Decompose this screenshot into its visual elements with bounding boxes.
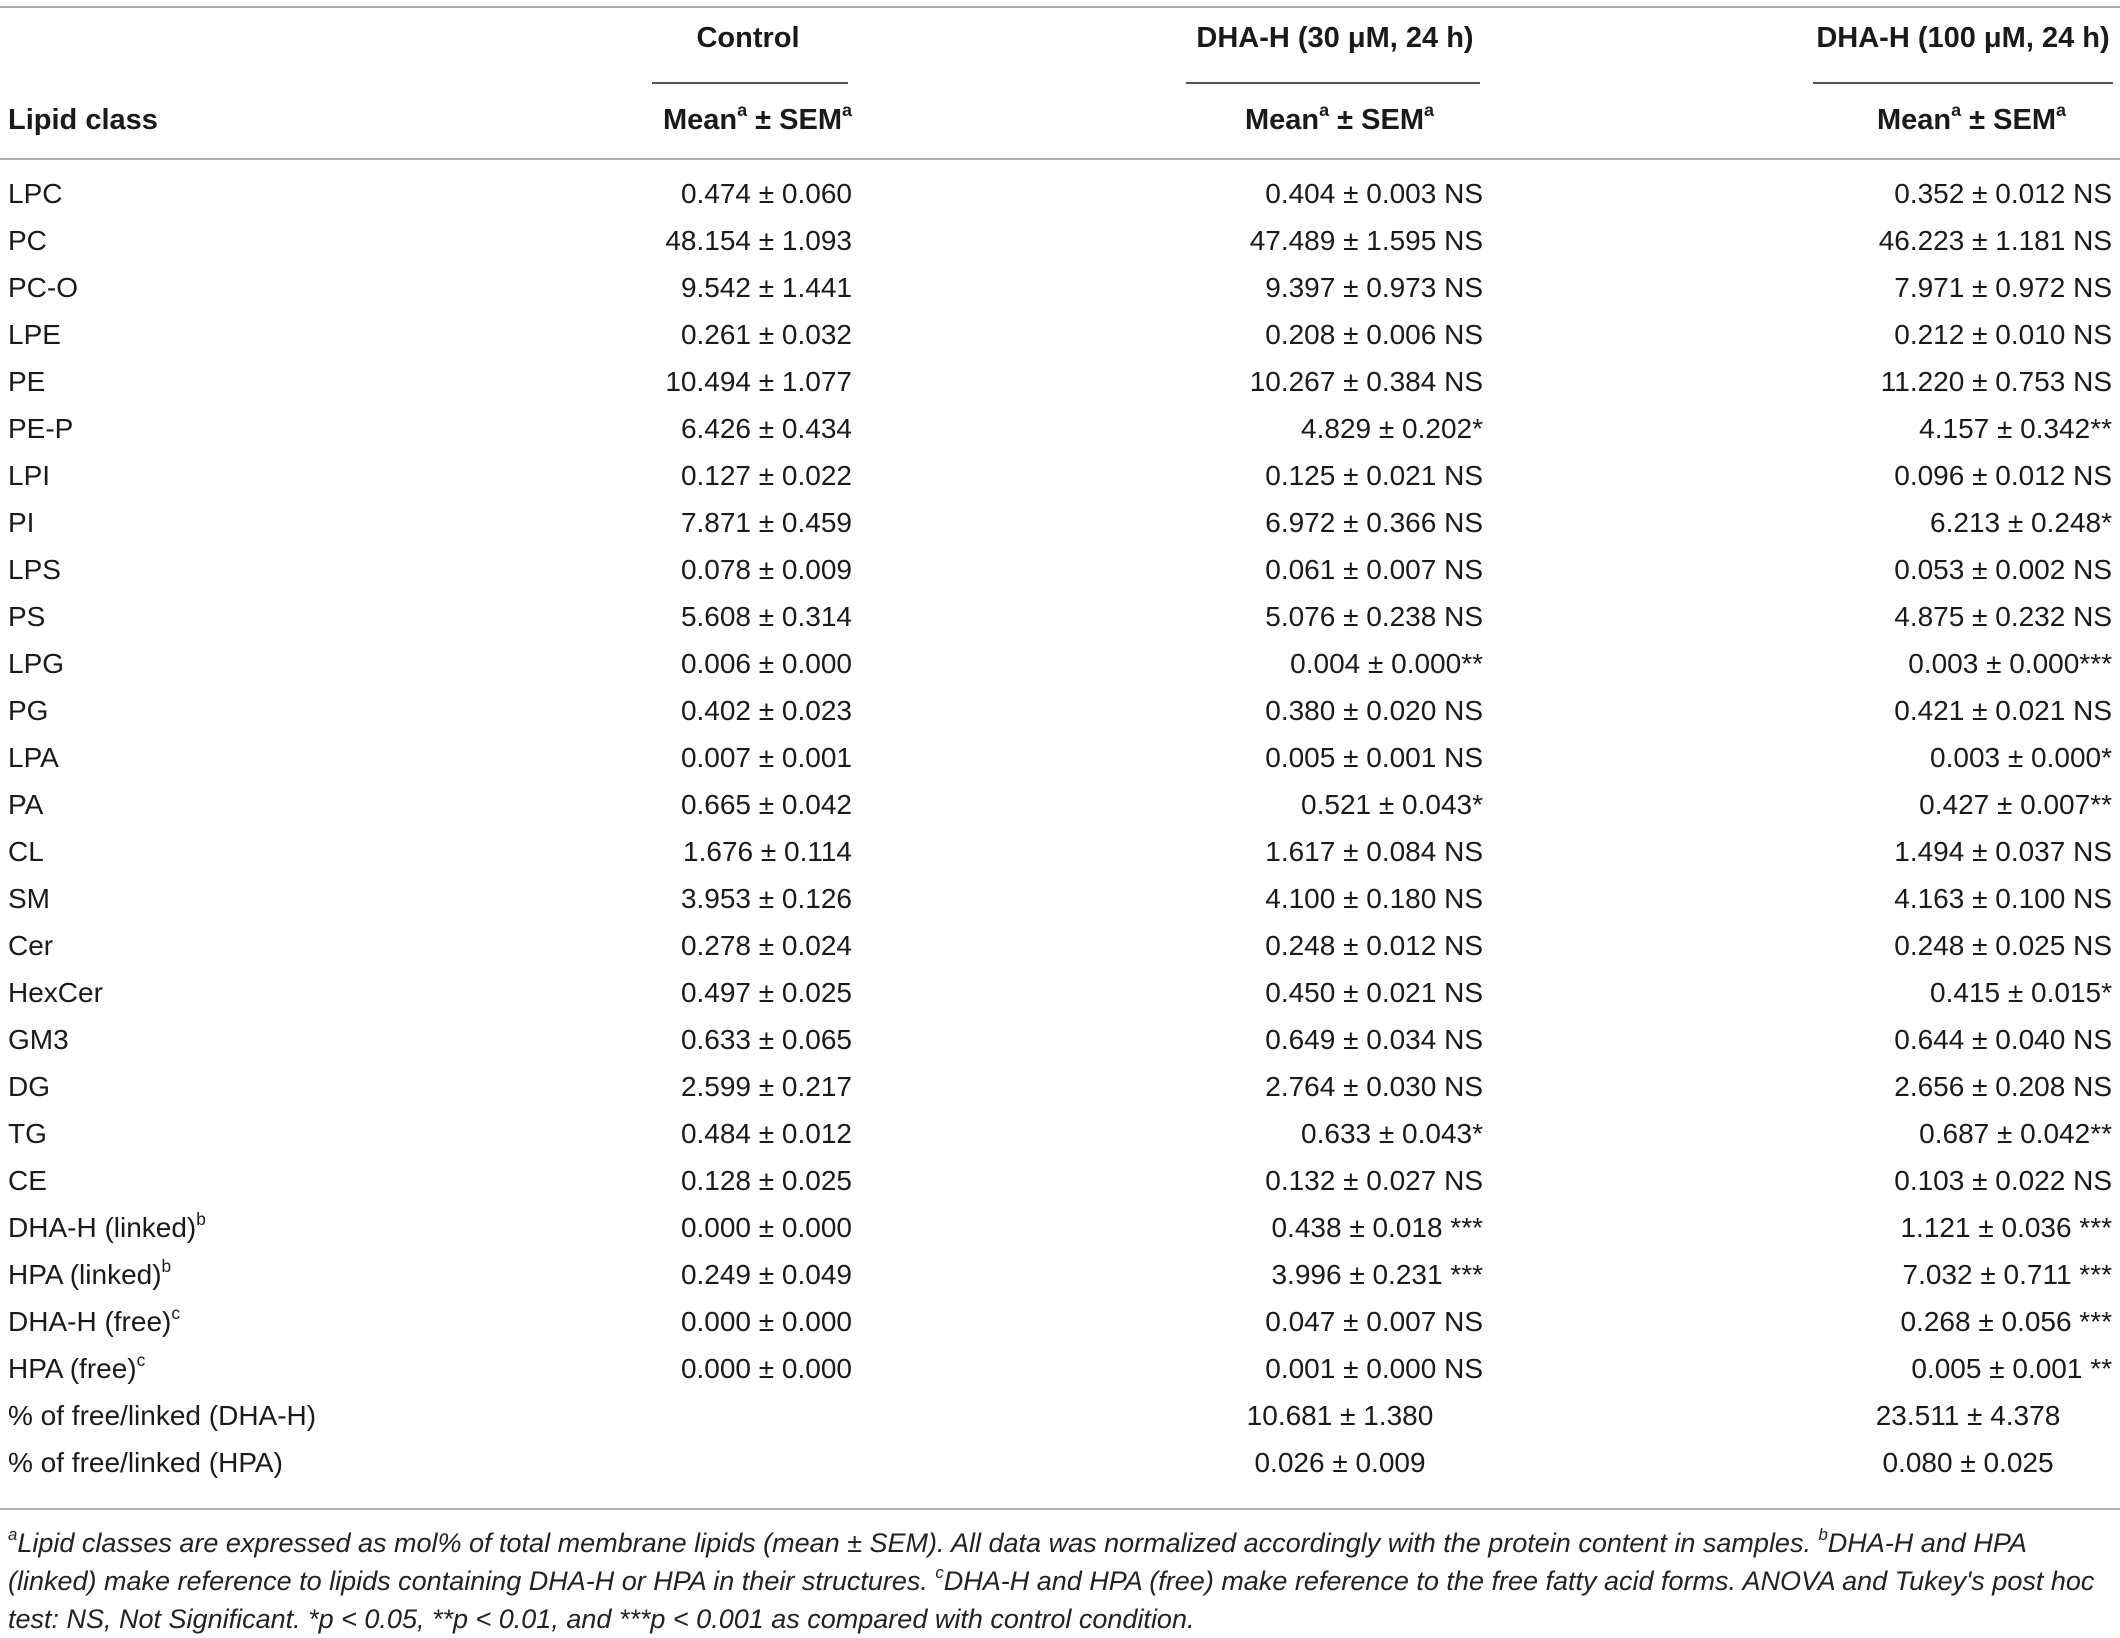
row-label: HPA (linked)$^b$ <box>8 1255 172 1290</box>
cell-dha100: 4.163 ± 0.100 NS <box>1894 883 2112 914</box>
cell-control: 0.633 ± 0.065 <box>680 1024 852 1055</box>
cell-control: 0.665 ± 0.042 <box>680 789 852 820</box>
cell-control: 0.249 ± 0.049 <box>680 1259 852 1290</box>
cell-dha30: 0.004 ± 0.000** <box>1290 648 1483 679</box>
row-label: PC-O <box>8 272 78 303</box>
table-row <box>0 828 2120 875</box>
table-row <box>0 358 2120 405</box>
cell-dha30: 0.001 ± 0.000 NS <box>1265 1353 1483 1384</box>
table-row <box>0 546 2120 593</box>
cell-dha100: 0.053 ± 0.002 NS <box>1894 554 2112 585</box>
table-row <box>0 593 2120 640</box>
row-label: PA <box>8 789 44 820</box>
table-footnote <box>8 1524 2112 1638</box>
cell-dha30: 2.764 ± 0.030 NS <box>1265 1071 1483 1102</box>
table-row <box>0 1298 2120 1345</box>
cell-dha30: 0.404 ± 0.003 NS <box>1265 178 1483 209</box>
row-label: CE <box>8 1165 47 1196</box>
header-lipid-class: Lipid class <box>8 104 158 136</box>
cell-dha100: 0.212 ± 0.010 NS <box>1894 319 2112 350</box>
cell-control: 0.497 ± 0.025 <box>680 977 852 1008</box>
table-row <box>0 687 2120 734</box>
table-row <box>0 922 2120 969</box>
cell-dha30: 0.005 ± 0.001 NS <box>1265 742 1483 773</box>
table-row <box>0 405 2120 452</box>
cell-dha100: 46.223 ± 1.181 NS <box>1878 225 2112 256</box>
row-label: PI <box>8 507 35 538</box>
table-row <box>0 1157 2120 1204</box>
table-row-ratio <box>0 1392 2120 1439</box>
table-row <box>0 640 2120 687</box>
cell-dha100: 0.005 ± 0.001 ** <box>1911 1353 2112 1384</box>
table-row <box>0 1016 2120 1063</box>
footnote-mark-a: a <box>8 1525 18 1544</box>
table-row <box>0 875 2120 922</box>
cell-dha30: 0.132 ± 0.027 NS <box>1265 1165 1483 1196</box>
cell-dha30: 0.248 ± 0.012 NS <box>1265 930 1483 961</box>
header-group-dha100: DHA-H (100 μM, 24 h) <box>1816 22 2110 54</box>
cell-dha30: 0.380 ± 0.020 NS <box>1265 695 1483 726</box>
cell-dha30: 0.633 ± 0.043* <box>1301 1118 1483 1149</box>
header-pm-sem-text: ± SEM <box>747 104 842 136</box>
footnote-a-text: Lipid classes are expressed as mol% of total membrane lipids (mean ± SEM). All data was normalized accordingly with the protein content in samples. <box>17 1528 1819 1558</box>
header-bottom-rule <box>0 158 2120 160</box>
cell-control: 48.154 ± 1.093 <box>665 225 852 256</box>
cell-dha30: 0.125 ± 0.021 NS <box>1265 460 1483 491</box>
cell-dha100: 4.875 ± 0.232 NS <box>1894 601 2112 632</box>
cell-control: 2.599 ± 0.217 <box>680 1071 852 1102</box>
cell-dha30: 0.208 ± 0.006 NS <box>1265 319 1483 350</box>
header-mean-text: Mean <box>662 104 738 136</box>
cell-dha100: 0.003 ± 0.000* <box>1930 742 2112 773</box>
cell-control: 0.007 ± 0.001 <box>680 742 852 773</box>
cell-control: 6.426 ± 0.434 <box>680 413 852 444</box>
cell-dha30: 0.061 ± 0.007 NS <box>1265 554 1483 585</box>
cell-dha30: 0.450 ± 0.021 NS <box>1265 977 1483 1008</box>
row-label: LPG <box>8 648 65 679</box>
cell-dha100: 1.494 ± 0.037 NS <box>1894 836 2112 867</box>
table-row-ratio <box>0 1439 2120 1486</box>
row-label: GM3 <box>8 1024 69 1055</box>
cell-control: 0.000 ± 0.000 <box>680 1306 852 1337</box>
cell-dha100: 0.427 ± 0.007** <box>1919 789 2112 820</box>
row-label: PE-P <box>8 413 74 444</box>
row-label: DHA-H (linked)$^b$ <box>8 1208 206 1243</box>
cell-control: 0.128 ± 0.025 <box>680 1165 852 1196</box>
cell-dha30: 10.267 ± 0.384 NS <box>1249 366 1483 397</box>
cell-dha100: 2.656 ± 0.208 NS <box>1894 1071 2112 1102</box>
table-row <box>0 217 2120 264</box>
cell-dha30: 0.521 ± 0.043* <box>1301 789 1483 820</box>
table-row <box>0 1063 2120 1110</box>
cell-dha100: 0.003 ± 0.000*** <box>1908 648 2112 679</box>
cell-control: 9.542 ± 1.441 <box>680 272 852 303</box>
footnote-b-text: DHA-H and HPA (linked) make reference to lipids containing DHA-H or HPA in their structures. <box>8 1528 2026 1596</box>
cell-dha30: 4.100 ± 0.180 NS <box>1265 883 1483 914</box>
cell-dha30: 10.681 ± 1.380 <box>1246 1400 1434 1431</box>
cell-control: 0.278 ± 0.024 <box>680 930 852 961</box>
cell-control: 1.676 ± 0.114 <box>683 836 852 867</box>
cell-dha100: 0.103 ± 0.022 NS <box>1894 1165 2112 1196</box>
row-label: PC <box>8 225 47 256</box>
cell-control: 0.261 ± 0.032 <box>680 319 852 350</box>
header-mean-sem-dha30 <box>1244 100 1434 137</box>
header-sup-a: a <box>2056 100 2066 121</box>
cell-control: 0.127 ± 0.022 <box>680 460 852 491</box>
row-label: TG <box>8 1118 47 1149</box>
header-mean-sem-control <box>662 100 852 137</box>
table-row <box>0 452 2120 499</box>
row-label: LPS <box>8 554 61 585</box>
cell-dha100: 6.213 ± 0.248* <box>1930 507 2112 538</box>
cell-dha100: 0.644 ± 0.040 NS <box>1894 1024 2112 1055</box>
cell-dha30: 4.829 ± 0.202* <box>1301 413 1483 444</box>
cell-dha100: 7.971 ± 0.972 NS <box>1894 272 2112 303</box>
cell-control: 0.402 ± 0.023 <box>680 695 852 726</box>
cell-dha100: 0.248 ± 0.025 NS <box>1894 930 2112 961</box>
row-label: SM <box>8 883 50 914</box>
cell-dha30: 3.996 ± 0.231 *** <box>1271 1259 1483 1290</box>
header-group-dha100-underline <box>1813 82 2113 84</box>
cell-dha100: 23.511 ± 4.378 <box>1875 1400 2061 1431</box>
cell-dha100: 1.121 ± 0.036 *** <box>1900 1212 2112 1243</box>
cell-control: 0.474 ± 0.060 <box>680 178 852 209</box>
cell-control: 0.000 ± 0.000 <box>680 1353 852 1384</box>
table-row <box>0 781 2120 828</box>
table-row <box>0 499 2120 546</box>
header-sup-a: a <box>1424 100 1434 121</box>
table-row <box>0 1204 2120 1251</box>
cell-dha100: 0.096 ± 0.012 NS <box>1894 460 2112 491</box>
header-group-dha30-underline <box>1186 82 1480 84</box>
header-sup-a: a <box>842 100 852 121</box>
row-label: Cer <box>8 930 54 961</box>
cell-dha100: 11.220 ± 0.753 NS <box>1880 366 2112 397</box>
cell-dha30: 1.617 ± 0.084 NS <box>1265 836 1483 867</box>
cell-dha100: 0.421 ± 0.021 NS <box>1894 695 2112 726</box>
table-row <box>0 1110 2120 1157</box>
table-row <box>0 264 2120 311</box>
cell-dha30: 0.438 ± 0.018 *** <box>1271 1212 1483 1243</box>
cell-dha30: 47.489 ± 1.595 NS <box>1249 225 1483 256</box>
cell-dha30: 9.397 ± 0.973 NS <box>1265 272 1483 303</box>
row-label: LPA <box>8 742 59 773</box>
row-label: HexCer <box>8 977 103 1008</box>
cell-control: 0.484 ± 0.012 <box>680 1118 852 1149</box>
table-row <box>0 311 2120 358</box>
cell-dha30: 6.972 ± 0.366 NS <box>1265 507 1483 538</box>
cell-control: 10.494 ± 1.077 <box>665 366 852 397</box>
row-label: DG <box>8 1071 50 1102</box>
footnote-mark-c: c <box>935 1563 944 1582</box>
table-row <box>0 170 2120 217</box>
row-label: % of free/linked (DHA-H) <box>8 1400 317 1431</box>
cell-control: 0.006 ± 0.000 <box>680 648 852 679</box>
footnote-mark-b: b <box>1818 1525 1828 1544</box>
cell-control: 7.871 ± 0.459 <box>680 507 852 538</box>
cell-dha100: 0.352 ± 0.012 NS <box>1894 178 2112 209</box>
header-group-control: Control <box>696 22 800 54</box>
cell-dha100: 7.032 ± 0.711 *** <box>1902 1259 2112 1290</box>
cell-dha100: 0.268 ± 0.056 *** <box>1900 1306 2112 1337</box>
cell-dha30: 0.026 ± 0.009 <box>1254 1447 1426 1478</box>
cell-dha100: 0.687 ± 0.042** <box>1919 1118 2112 1149</box>
row-label: PE <box>8 366 46 397</box>
cell-control: 3.953 ± 0.126 <box>680 883 852 914</box>
cell-dha30: 0.649 ± 0.034 NS <box>1265 1024 1483 1055</box>
cell-dha100: 0.415 ± 0.015* <box>1930 977 2112 1008</box>
header-group-control-underline <box>652 82 848 84</box>
cell-control: 0.000 ± 0.000 <box>680 1212 852 1243</box>
table-row <box>0 969 2120 1016</box>
cell-dha100: 0.080 ± 0.025 <box>1882 1447 2054 1478</box>
table-row <box>0 734 2120 781</box>
header-mean-text: Mean <box>1876 104 1952 136</box>
row-label: LPC <box>8 178 63 209</box>
row-label: LPI <box>8 460 51 491</box>
header-pm-sem-text: ± SEM <box>1329 104 1424 136</box>
table-row <box>0 1345 2120 1392</box>
row-label: HPA (free)$^c$ <box>8 1349 146 1384</box>
cell-control: 5.608 ± 0.314 <box>680 601 852 632</box>
row-label: LPE <box>8 319 61 350</box>
row-label: % of free/linked (HPA) <box>8 1447 283 1478</box>
cell-dha100: 4.157 ± 0.342** <box>1919 413 2112 444</box>
footnote-c-text: DHA-H and HPA (free) make reference to the free fatty acid forms. ANOVA and Tukey's post hoc test: NS, Not Significant. *p < 0.05, **p < 0.01, and ***p < 0.001 as compared with control condition. <box>8 1566 2095 1634</box>
table-top-rule <box>0 6 2120 8</box>
table-bottom-rule <box>0 1508 2120 1510</box>
header-sup-a: a <box>1951 100 1962 121</box>
cell-dha30: 5.076 ± 0.238 NS <box>1265 601 1483 632</box>
row-label: PG <box>8 695 49 726</box>
row-label: PS <box>8 601 46 632</box>
header-group-dha30: DHA-H (30 μM, 24 h) <box>1196 22 1474 54</box>
header-sup-a: a <box>1319 100 1330 121</box>
cell-control: 0.078 ± 0.009 <box>680 554 852 585</box>
cell-dha30: 0.047 ± 0.007 NS <box>1265 1306 1483 1337</box>
table-row <box>0 1251 2120 1298</box>
row-label: DHA-H (free)$^c$ <box>8 1302 181 1337</box>
header-mean-sem-dha100 <box>1876 100 2066 137</box>
header-mean-text: Mean <box>1244 104 1320 136</box>
row-label: CL <box>8 836 44 867</box>
header-sup-a: a <box>737 100 748 121</box>
header-pm-sem-text: ± SEM <box>1961 104 2056 136</box>
